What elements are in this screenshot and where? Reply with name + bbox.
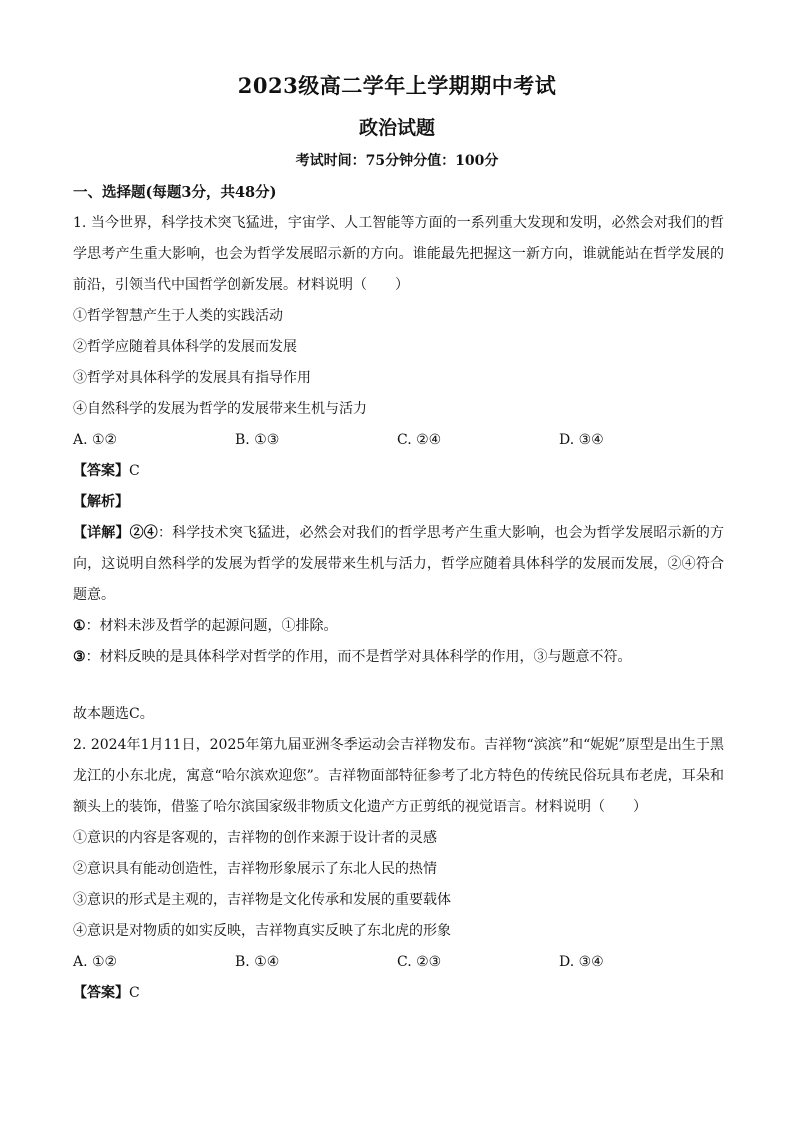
note-2-mark: ③	[73, 649, 86, 665]
question-1-option-d: D. ③④	[559, 432, 604, 448]
question-2-option-a: A. ①②	[73, 954, 118, 970]
exam-subtitle: 政治试题	[358, 117, 435, 139]
detail-mark: ②④	[129, 525, 158, 541]
question-2-option-b: B. ①④	[235, 954, 280, 970]
question-1-item-2: ②哲学应随着具体科学的发展而发展	[73, 339, 297, 355]
detail-tag: 【详解】	[73, 525, 130, 541]
section-heading: 一、选择题(每题3分，共48分)	[73, 184, 277, 201]
spacer	[73, 673, 724, 699]
question-1-note-2	[73, 642, 724, 673]
answer-tag: 【答案】	[73, 463, 129, 479]
detail-text: ：科学技术突飞猛进，必然会对我们的哲学思考产生重大影响，也会为哲学发展昭示新的方向，这说明自然科学的发展为哲学的发展带来生机与活力，哲学应随着具体科学的发展而发展，②④符合题意。	[73, 525, 725, 603]
question-2-item-3: ③意识的形式是主观的，吉祥物是文化传承和发展的重要载体	[73, 892, 451, 908]
question-1-option-c: C. ②④	[397, 432, 442, 448]
question-2-item-2: ②意识具有能动创造性，吉祥物形象展示了东北人民的热情	[73, 861, 437, 877]
analysis-tag: 【解析】	[73, 494, 129, 510]
answer-tag: 【答案】	[73, 985, 129, 1001]
note-2-text: ：材料反映的是具体科学对哲学的作用，而不是哲学对具体科学的作用，③与题意不符。	[85, 649, 632, 665]
note-1-text: ：材料未涉及哲学的起源问题，①排除。	[85, 618, 338, 634]
note-1-mark: ①	[73, 618, 86, 634]
question-1-item-4: ④自然科学的发展为哲学的发展带来生机与活力	[73, 401, 367, 417]
question-1-item-3: ③哲学对具体科学的发展具有指导作用	[73, 370, 311, 386]
question-1-stem: 1. 当今世界，科学技术突飞猛进，宇宙学、人工智能等方面的一系列重大发现和发明，必然会对我们的哲学思考产生重大影响，也会为哲学发展昭示新的方向。谁能最先把握这一新方向，谁就能站在哲学发展的前沿，引领当代中国哲学创新发展。材料说明（ ）	[73, 215, 724, 293]
question-1-answer	[73, 456, 724, 487]
answer-value: C	[129, 463, 140, 479]
question-2-options	[73, 947, 724, 978]
question-1-analysis-tag	[73, 487, 724, 518]
exam-content	[73, 178, 724, 1009]
answer-value: C	[129, 985, 140, 1001]
exam-title: 2023级高二学年上学期期中考试	[237, 73, 557, 98]
question-1-note-1	[73, 611, 724, 642]
question-2-option-d: D. ③④	[559, 954, 604, 970]
question-2-option-c: C. ②③	[397, 954, 442, 970]
question-1-option-b: B. ①③	[235, 432, 280, 448]
exam-meta: 考试时间：75分钟分值：100分	[295, 153, 499, 169]
question-2-item-1: ①意识的内容是客观的，吉祥物的创作来源于设计者的灵感	[73, 830, 437, 846]
question-1-item-1: ①哲学智慧产生于人类的实践活动	[73, 308, 283, 324]
question-1-detail	[73, 518, 724, 611]
question-1-conclusion: 故本题选C。	[73, 706, 154, 722]
question-2-stem: 2. 2024年1月11日，2025年第九届亚洲冬季运动会吉祥物发布。吉祥物“滨滨”和“妮妮”原型是出生于黑龙江的小东北虎，寓意“哈尔滨欢迎您”。吉祥物面部特征参考了北方特色的传统民俗玩具布老虎，耳朵和额头上的装饰，借鉴了哈尔滨国家级非物质文化遗产方正剪纸的视觉语言。材料说明（ ）	[73, 737, 724, 815]
question-1-options	[73, 425, 724, 456]
question-1-option-a: A. ①②	[73, 432, 118, 448]
question-2-item-4: ④意识是对物质的如实反映，吉祥物真实反映了东北虎的形象	[73, 923, 451, 939]
question-2-answer	[73, 978, 724, 1009]
